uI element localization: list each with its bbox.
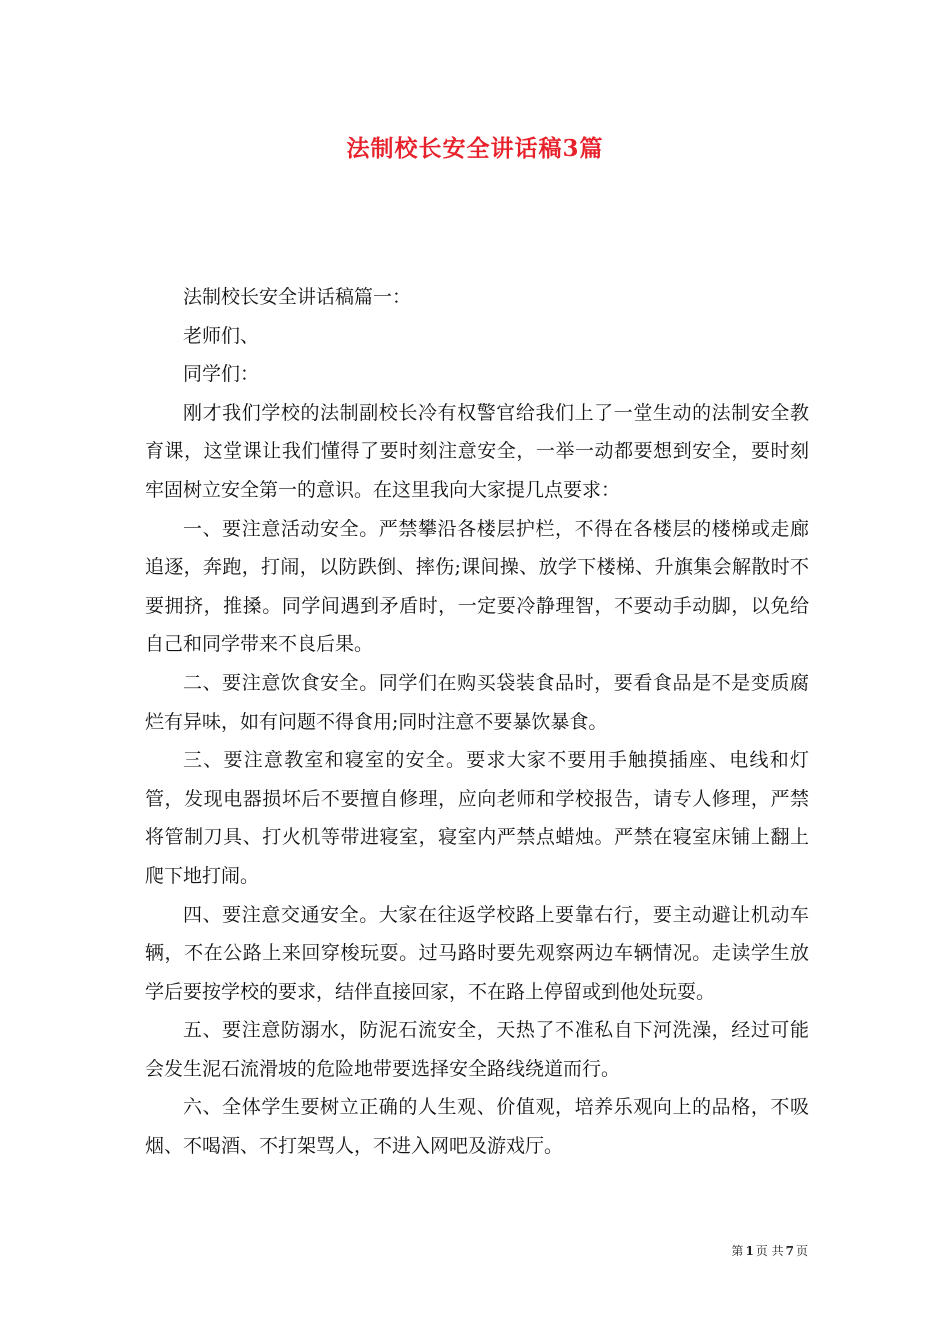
section-heading: 法制校长安全讲话稿篇一： <box>183 286 412 308</box>
intro-paragraph: 刚才我们学校的法制副校长冷有权警官给我们上了一堂生动的法制安全教育课，这堂课让我们懂得了要时刻注意安全，一举一动都要想到安全，要时刻牢固树立安全第一的意识。在这里我向大家提几点要求： <box>145 401 809 501</box>
document-title: 法制校长安全讲话稿3篇 <box>346 135 604 162</box>
page-number-footer <box>731 1243 808 1259</box>
salutation-teachers: 老师们、 <box>183 324 260 347</box>
footer-prefix: 第 <box>731 1244 744 1258</box>
document-body <box>145 278 809 1166</box>
requirement-activity-safety: 一、要注意活动安全。严禁攀沿各楼层护栏，不得在各楼层的楼梯或走廊追逐，奔跑，打闹，以防跌倒、摔伤;课间操、放学下楼梯、升旗集会解散时不要拥挤，推搡。同学间遇到矛盾时，一定要冷静理智，不要动手动脚，以免给自己和同学带来不良后果。 <box>145 517 809 656</box>
requirement-water-safety: 五、要注意防溺水，防泥石流安全，天热了不准私自下河洗澡，经过可能会发生泥石流滑坡的危险地带要选择安全路线绕道而行。 <box>145 1019 809 1080</box>
footer-suffix: 页 <box>795 1244 808 1258</box>
requirement-traffic-safety: 四、要注意交通安全。大家在往返学校路上要靠右行，要主动避让机动车辆，不在公路上来回穿梭玩耍。过马路时要先观察两边车辆情况。走读学生放学后要按学校的要求，结伴直接回家，不在路上停留或到他处玩耍。 <box>145 903 809 1003</box>
current-page-number: 1 <box>745 1244 754 1258</box>
requirement-values: 六、全体学生要树立正确的人生观、价值观，培养乐观向上的品格，不吸烟、不喝酒、不打架骂人，不进入网吧及游戏厅。 <box>145 1096 809 1158</box>
requirement-food-safety: 二、要注意饮食安全。同学们在购买袋装食品时，要看食品是不是变质腐烂有异味，如有问题不得食用;同时注意不要暴饮暴食。 <box>145 671 809 733</box>
salutation-students: 同学们： <box>183 363 260 386</box>
total-pages-number: 7 <box>785 1244 794 1258</box>
requirement-dorm-safety: 三、要注意教室和寝室的安全。要求大家不要用手触摸插座、电线和灯管，发现电器损坏后不要擅自修理，应向老师和学校报告，请专人修理，严禁将管制刀具、打火机等带进寝室，寝室内严禁点蜡烛。严禁在寝室床铺上翻上爬下地打闹。 <box>145 749 809 887</box>
footer-middle: 页 共 <box>755 1244 784 1258</box>
